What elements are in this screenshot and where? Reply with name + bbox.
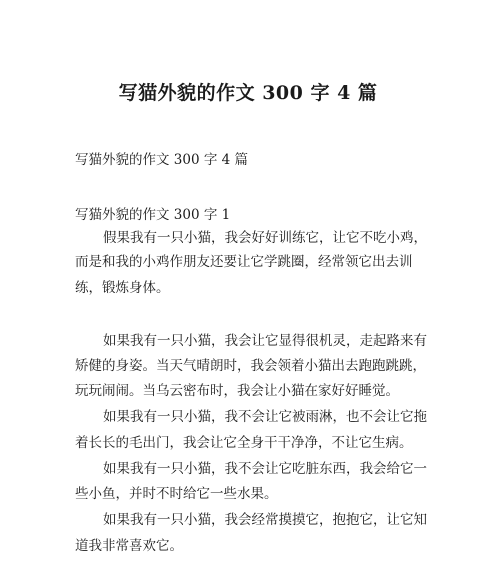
paragraph-line: 些小鱼，并时不时给它一些水果。 <box>75 486 278 502</box>
essay-heading: 写猫外貌的作文 300 字 1 <box>75 207 231 223</box>
paragraph-line: 如果我有一只小猫，我会经常摸摸它，抱抱它，让它知 <box>103 512 427 528</box>
paragraph-line: 如果我有一只小猫，我会让它显得很机灵，走起路来有 <box>103 333 427 349</box>
paragraph-line: 练，锻炼身体。 <box>75 280 170 296</box>
paragraph-line: 玩玩闹闹。当乌云密布时，我会让小猫在家好好睡觉。 <box>75 383 399 399</box>
document-subtitle: 写猫外貌的作文 300 字 4 篇 <box>75 152 249 168</box>
paragraph-line: 而是和我的小鸡作朋友还要让它学跳圈，经常领它出去训 <box>75 254 413 270</box>
paragraph-line: 道我非常喜欢它。 <box>75 538 183 554</box>
paragraph-line: 着长长的毛出门，我会让它全身干干净净，不让它生病。 <box>75 435 413 451</box>
paragraph-line: 如果我有一只小猫，我不会让它被雨淋，也不会让它拖 <box>103 409 427 425</box>
paragraph-line: 矫健的身姿。当天气晴朗时，我会领着小猫出去跑跑跳跳， <box>75 358 426 374</box>
document-title: 写猫外貌的作文 300 字 4 篇 <box>118 82 378 104</box>
paragraph-line: 假果我有一只小猫，我会好好训练它，让它不吃小鸡， <box>103 230 427 246</box>
paragraph-line: 如果我有一只小猫，我不会让它吃脏东西，我会给它一 <box>103 461 427 477</box>
